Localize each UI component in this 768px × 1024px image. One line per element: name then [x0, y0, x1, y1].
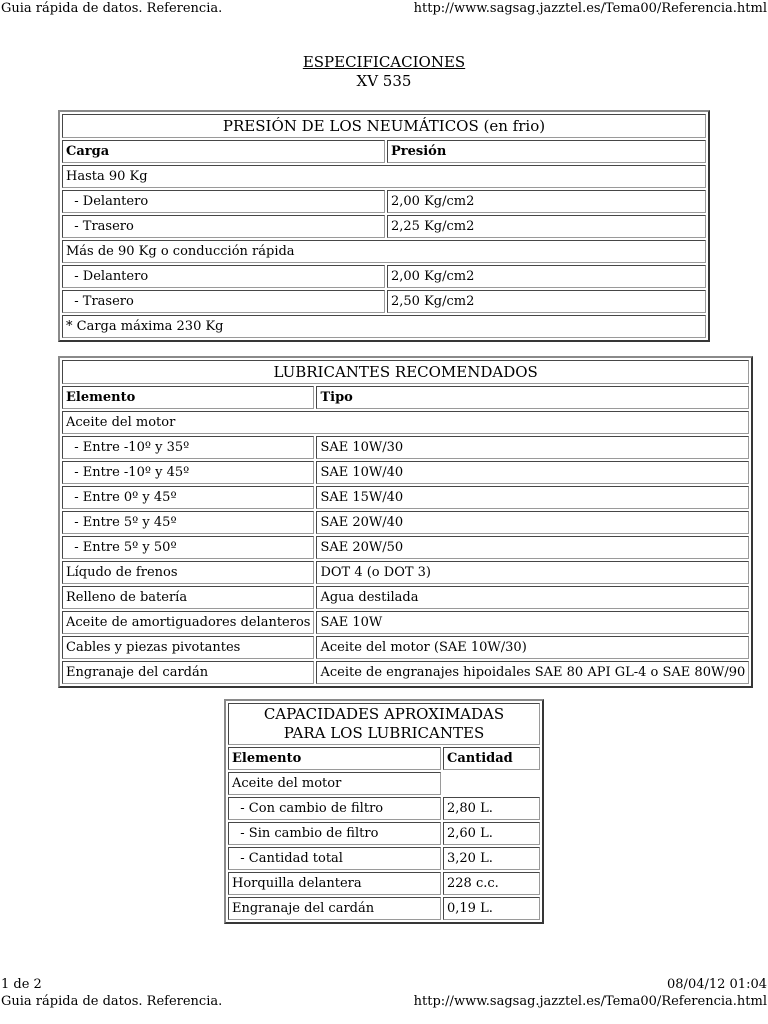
table-row: [228, 847, 540, 870]
row-label: - Delantero: [62, 265, 385, 288]
row-element: Aceite de amortiguadores delanteros: [62, 611, 314, 634]
table-note-row: [62, 315, 706, 338]
row-label: - Trasero: [62, 290, 385, 313]
table-row: [62, 190, 706, 213]
table-group-row: [62, 240, 706, 263]
lube-table-caption: LUBRICANTES RECOMENDADOS: [62, 360, 749, 384]
table-row: [62, 536, 749, 559]
column-header-carga: Carga: [62, 140, 385, 163]
row-value: 2,25 Kg/cm2: [387, 215, 706, 238]
group-label: Aceite del motor: [62, 411, 749, 434]
page-subtitle: XV 535: [356, 72, 412, 90]
capacity-table-caption: [228, 703, 540, 745]
row-element: - Cantidad total: [228, 847, 441, 870]
column-header-elemento: Elemento: [62, 386, 314, 409]
table-group-row: [62, 165, 706, 188]
caption-line-2: PARA LOS LUBRICANTES: [283, 724, 485, 742]
row-element: - Entre 5º y 50º: [62, 536, 314, 559]
row-element: Engranaje del cardán: [62, 661, 314, 684]
lubricants-table: [58, 356, 753, 688]
column-header-presion: Presión: [387, 140, 706, 163]
row-type: SAE 10W/40: [316, 461, 749, 484]
page-title: ESPECIFICACIONES: [302, 53, 466, 71]
row-type: Aceite de engranajes hipoidales SAE 80 API GL-4 o SAE 80W/90: [316, 661, 749, 684]
table-row: [62, 636, 749, 659]
row-element: - Sin cambio de filtro: [228, 822, 441, 845]
print-footer-datetime: 08/04/12 01:04: [667, 977, 767, 992]
group-label: Hasta 90 Kg: [62, 165, 706, 188]
row-type: DOT 4 (o DOT 3): [316, 561, 749, 584]
tire-pressure-table: [58, 110, 710, 342]
table-row: [228, 872, 540, 895]
row-qty: 2,80 L.: [443, 797, 540, 820]
print-footer-url: http://www.sagsag.jazztel.es/Tema00/Referencia.html: [413, 994, 767, 1009]
column-header-elemento: Elemento: [228, 747, 441, 770]
row-element: - Entre 0º y 45º: [62, 486, 314, 509]
table-row: [62, 290, 706, 313]
table-row: [62, 486, 749, 509]
row-value: 2,00 Kg/cm2: [387, 265, 706, 288]
column-header-cantidad: Cantidad: [443, 747, 540, 770]
row-element: - Entre -10º y 45º: [62, 461, 314, 484]
row-qty: 0,19 L.: [443, 897, 540, 920]
row-type: SAE 20W/40: [316, 511, 749, 534]
table-caption-row: [62, 114, 706, 138]
group-label: Más de 90 Kg o conducción rápida: [62, 240, 706, 263]
row-element: - Con cambio de filtro: [228, 797, 441, 820]
row-type: SAE 20W/50: [316, 536, 749, 559]
table-row: [62, 215, 706, 238]
max-load-note: * Carga máxima 230 Kg: [62, 315, 706, 338]
table-group-row: [228, 772, 540, 795]
table-row: [62, 611, 749, 634]
table-row: [62, 586, 749, 609]
capacities-table: [224, 699, 544, 924]
table-row: [62, 265, 706, 288]
row-type: SAE 15W/40: [316, 486, 749, 509]
row-element: Relleno de batería: [62, 586, 314, 609]
row-qty: 228 c.c.: [443, 872, 540, 895]
caption-line-1: CAPACIDADES APROXIMADAS: [263, 705, 505, 723]
row-value: 2,00 Kg/cm2: [387, 190, 706, 213]
print-header-title: Guia rápida de datos. Referencia.: [1, 1, 223, 16]
row-element: Horquilla delantera: [228, 872, 441, 895]
row-element: - Entre -10º y 35º: [62, 436, 314, 459]
column-header-tipo: Tipo: [316, 386, 749, 409]
row-type: Aceite del motor (SAE 10W/30): [316, 636, 749, 659]
print-footer-page: 1 de 2: [1, 977, 42, 992]
table-row: [62, 436, 749, 459]
table-row: [228, 897, 540, 920]
row-label: - Trasero: [62, 215, 385, 238]
table-group-row: [62, 411, 749, 434]
table-row: [228, 797, 540, 820]
row-element: Cables y piezas pivotantes: [62, 636, 314, 659]
group-label: Aceite del motor: [228, 772, 441, 795]
table-caption-row: [62, 360, 749, 384]
table-row: [62, 661, 749, 684]
row-element: Engranaje del cardán: [228, 897, 441, 920]
table-header-row: [62, 140, 706, 163]
row-type: SAE 10W/30: [316, 436, 749, 459]
print-footer-title: Guia rápida de datos. Referencia.: [1, 994, 223, 1009]
row-qty: 2,60 L.: [443, 822, 540, 845]
row-qty: 3,20 L.: [443, 847, 540, 870]
empty-cell: [443, 772, 540, 795]
row-type: SAE 10W: [316, 611, 749, 634]
row-value: 2,50 Kg/cm2: [387, 290, 706, 313]
table-row: [62, 511, 749, 534]
table-row: [62, 461, 749, 484]
row-element: - Entre 5º y 45º: [62, 511, 314, 534]
row-label: - Delantero: [62, 190, 385, 213]
table-caption-row: [228, 703, 540, 745]
row-element: Líqudo de frenos: [62, 561, 314, 584]
table-row: [228, 822, 540, 845]
tire-table-caption: PRESIÓN DE LOS NEUMÁTICOS (en frio): [62, 114, 706, 138]
row-type: Agua destilada: [316, 586, 749, 609]
print-header-url: http://www.sagsag.jazztel.es/Tema00/Referencia.html: [413, 1, 767, 16]
table-header-row: [228, 747, 540, 770]
table-header-row: [62, 386, 749, 409]
table-row: [62, 561, 749, 584]
